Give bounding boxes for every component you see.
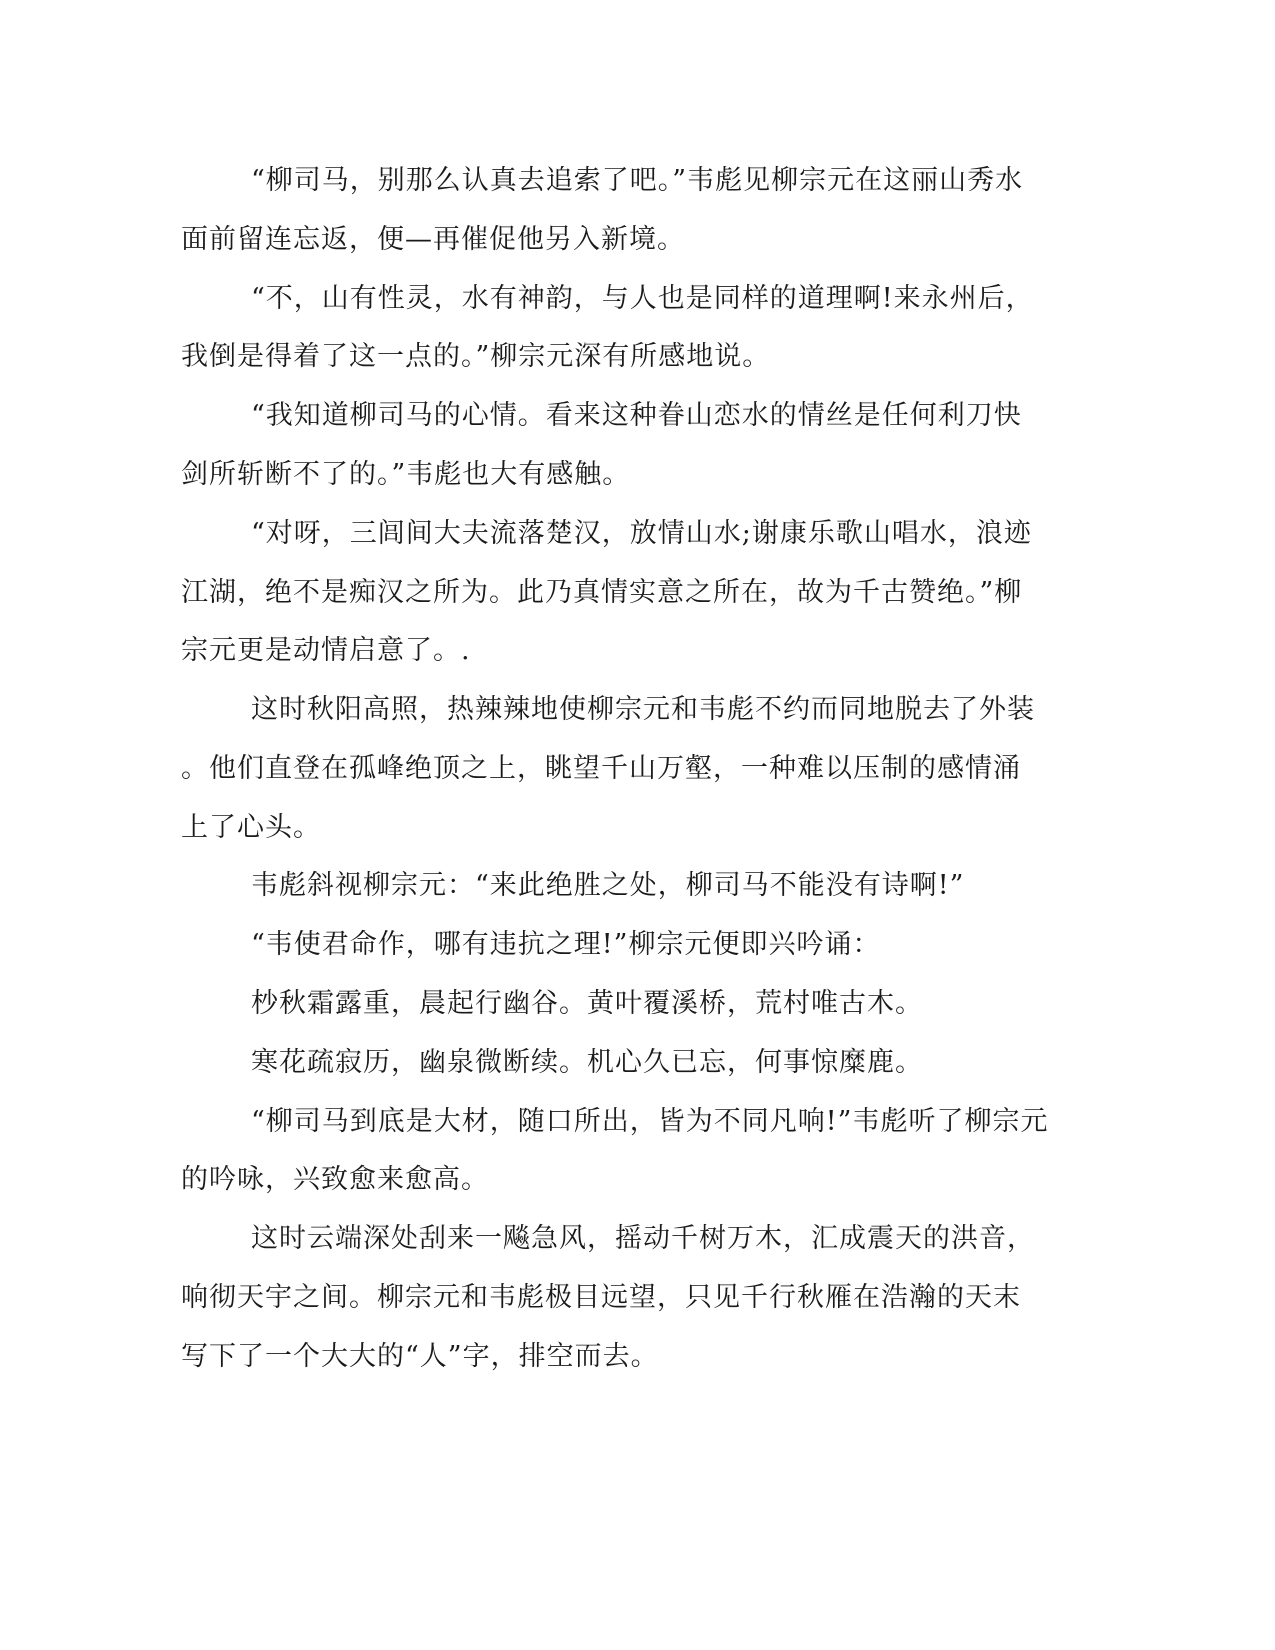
text-line: 江湖，绝不是痴汉之所为。此乃真情实意之所在，故为千古赞绝。”柳 [181, 577, 1023, 608]
text-line: 上了心头。 [181, 812, 321, 843]
text-line: “柳司马，别那么认真去追索了吧。”韦彪见柳宗元在这丽山秀水 [251, 165, 1024, 196]
text-line: “对呀，三闾间大夫流落楚汉，放情山水;谢康乐歌山唱水，浪迹 [251, 518, 1032, 549]
text-line: 写下了一个大大的“人”字，排空而去。 [181, 1341, 659, 1372]
poem-line: 杪秋霜露重，晨起行幽谷。黄叶覆溪桥，荒村唯古木。 [251, 988, 923, 1019]
text-line: 我倒是得着了这一点的。”柳宗元深有所感地说。 [181, 341, 771, 372]
text-line: 宗元更是动情启意了。. [181, 635, 471, 666]
text-line: “韦使君命作，哪有违抗之理!”柳宗元便即兴吟诵： [251, 929, 881, 960]
poem-line: 寒花疏寂历，幽泉微断续。机心久已忘，何事惊糜鹿。 [251, 1047, 923, 1078]
text-line: 韦彪斜视柳宗元：“来此绝胜之处，柳司马不能没有诗啊!” [251, 870, 965, 901]
text-line: “柳司马到底是大材，随口所出，皆为不同凡响!”韦彪听了柳宗元 [251, 1106, 1049, 1137]
text-line: 响彻天宇之间。柳宗元和韦彪极目远望，只见千行秋雁在浩瀚的天末 [181, 1282, 1021, 1313]
text-line: 面前留连忘返，便—再催促他另入新境。 [181, 224, 685, 255]
text-line: “我知道柳司马的心情。看来这种眷山恋水的情丝是任何利刀快 [251, 400, 1022, 431]
text-line: 的吟咏，兴致愈来愈高。 [181, 1164, 489, 1195]
text-line: 剑所斩断不了的。”韦彪也大有感触。 [181, 459, 631, 490]
text-line: 这时秋阳高照，热辣辣地使柳宗元和韦彪不约而同地脱去了外装 [251, 694, 1035, 725]
text-line: “不，山有性灵，水有神韵，与人也是同样的道理啊!来永州后， [251, 283, 1034, 314]
text-line: 。他们直登在孤峰绝顶之上，眺望千山万壑，一种难以压制的感情涌 [181, 753, 1021, 784]
text-line: 这时云端深处刮来一飚急风，摇动千树万木，汇成震天的洪音， [251, 1223, 1035, 1254]
